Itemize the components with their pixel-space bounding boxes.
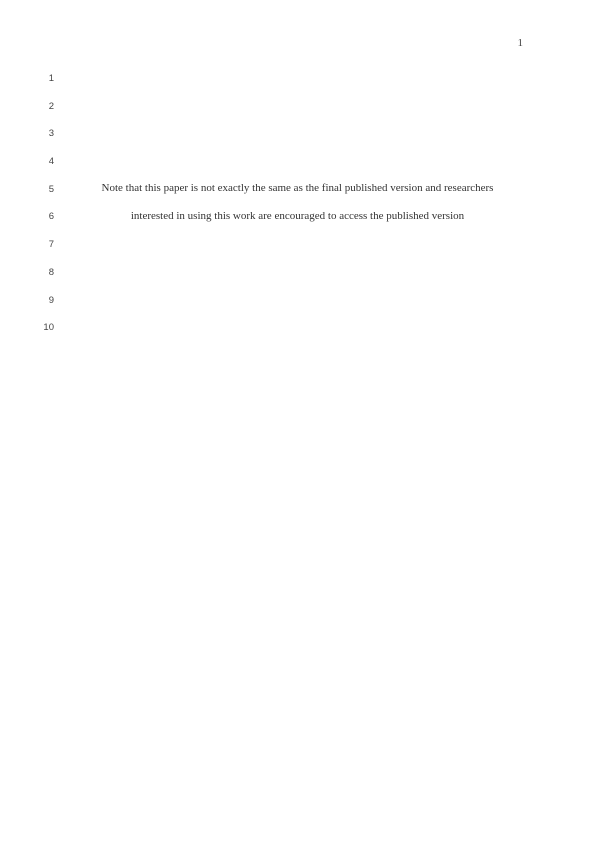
line-number: 10 — [43, 322, 54, 334]
line-number: 8 — [48, 266, 54, 278]
page-number: 1 — [517, 37, 523, 49]
notice-paragraph — [72, 181, 523, 236]
line-number: 4 — [48, 156, 54, 168]
line-number: 5 — [48, 183, 54, 195]
line-number: 9 — [48, 294, 54, 306]
line-number: 7 — [48, 239, 54, 251]
notice-line-1: Note that this paper is not exactly the same as the final published version and researchers — [101, 182, 494, 194]
line-number: 6 — [48, 211, 54, 223]
line-number: 2 — [48, 100, 54, 112]
line-number-gutter — [36, 72, 60, 349]
notice-line-2: interested in using this work are encouraged to access the published version — [130, 209, 465, 222]
line-number: 3 — [48, 128, 54, 140]
line-number: 1 — [48, 73, 54, 84]
